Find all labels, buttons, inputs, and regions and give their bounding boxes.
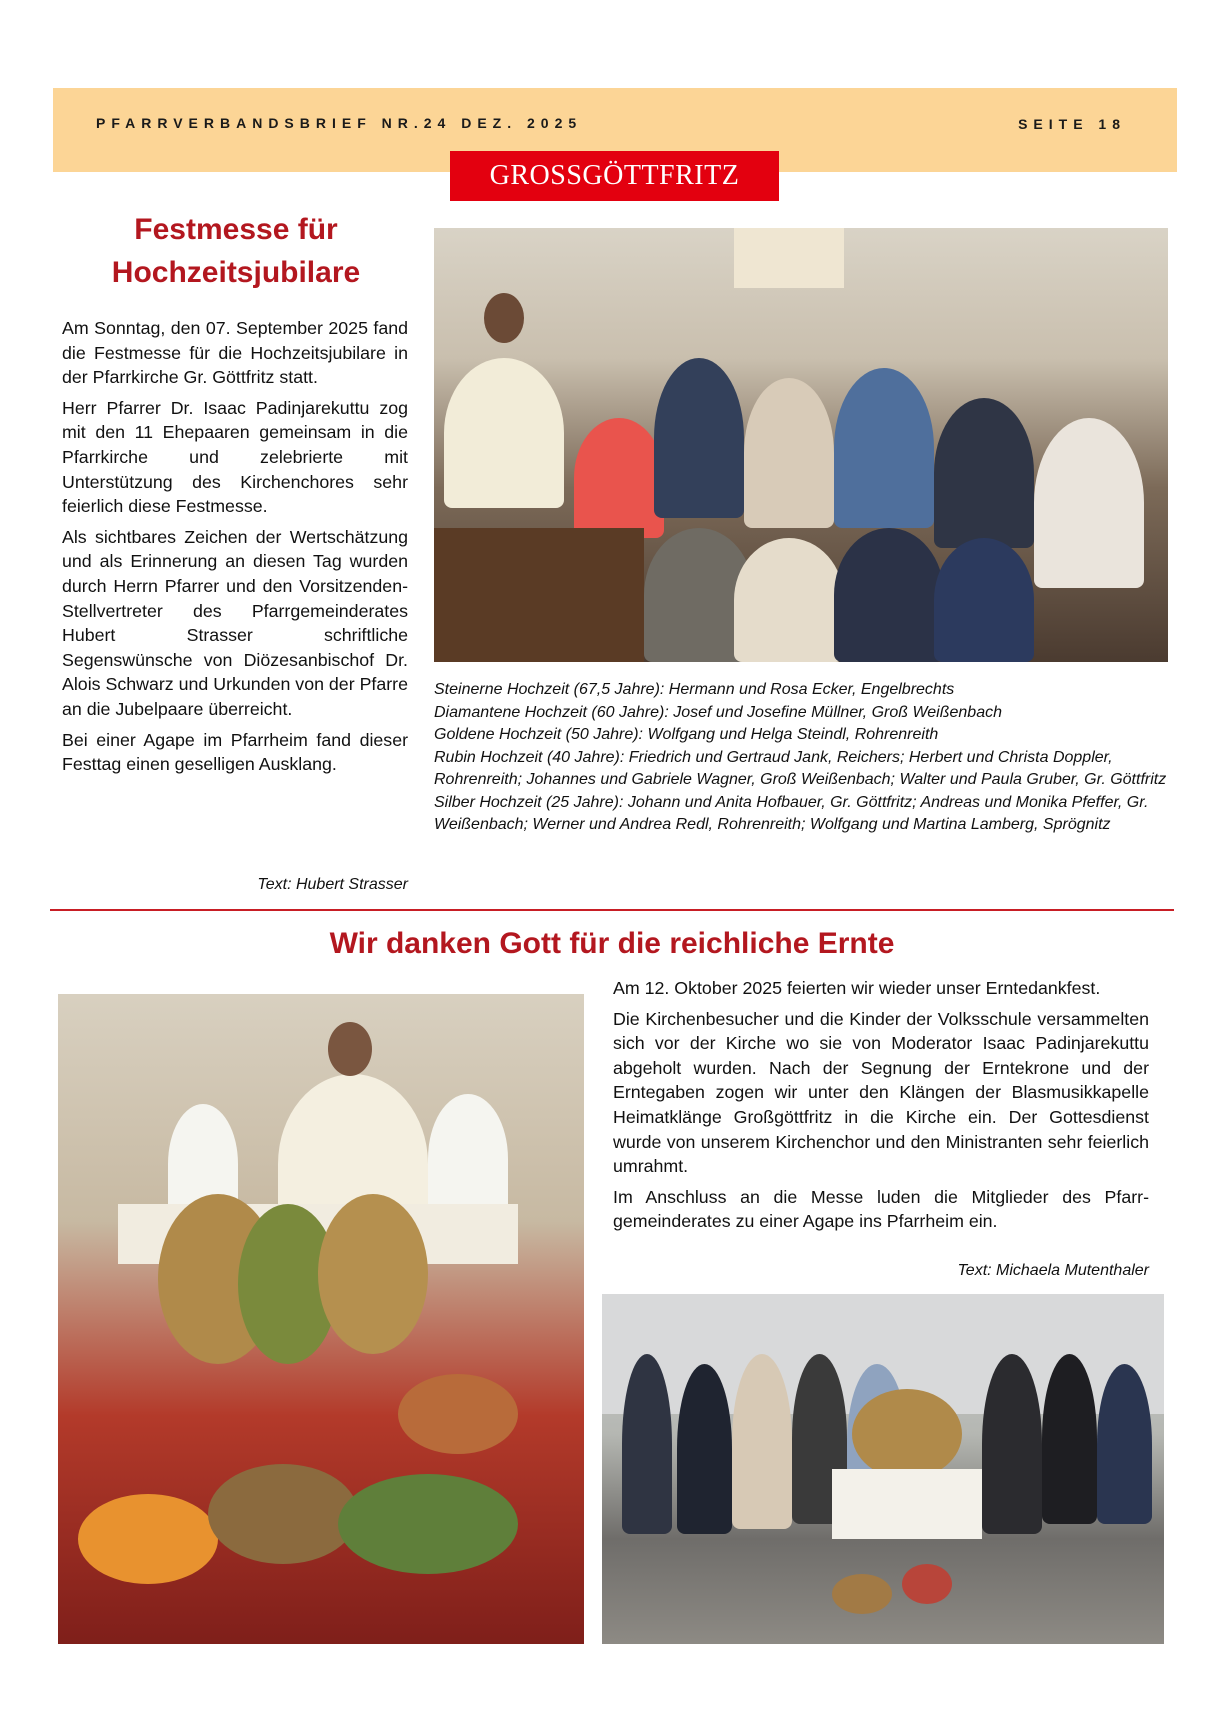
article2-body: [613, 976, 1149, 1240]
caption-line: Silber Hochzeit (25 Jahre): Johann und Anita Hofbauer, Gr. Göttfritz; Andreas und Monika Pfeffer, Gr. Weißenbach; Werner und Andrea Redl, Rohrenreith; Wolfgang und Martina Lamberg, Sprögnitz: [434, 793, 1149, 833]
article1-paragraph: Bei einer Agape im Pfarrheim fand dieser Festtag einen geselligen Ausklang.: [62, 729, 408, 775]
page-number: SEITE 18: [1018, 116, 1126, 132]
grain-wreath: [318, 1194, 428, 1354]
table-with-cloth: [832, 1469, 982, 1539]
person-figure: [734, 538, 844, 662]
person-figure: [622, 1354, 672, 1534]
person-figure: [1097, 1364, 1152, 1524]
pumpkin-basket: [78, 1494, 218, 1584]
altar: [734, 228, 844, 288]
jubilee-couples-photo: [434, 228, 1168, 662]
harvest-group-photo: [602, 1294, 1164, 1644]
photo1-caption: [434, 679, 1168, 837]
person-figure: [934, 538, 1034, 662]
article1-paragraph: Am Sonntag, den 07. September 2025 fand die Festmesse für die Hochzeitsjubilare in der Pfarrkirche Gr. Göttfritz statt.: [62, 318, 408, 388]
person-figure: [732, 1354, 792, 1529]
article1-title: Festmesse für Hochzeitsjubilare: [111, 213, 361, 289]
person-figure: [1034, 418, 1144, 588]
article2-title: Wir danken Gott für die reichliche Ernte: [329, 927, 895, 960]
caption-line: Goldene Hochzeit (50 Jahre): Wolfgang und Helga Steindl, Rohrenreith: [434, 726, 939, 743]
person-figure: [834, 528, 944, 662]
vegetable-basket: [208, 1464, 358, 1564]
caption-line: Steinerne Hochzeit (67,5 Jahre): Hermann und Rosa Ecker, Engelbrechts: [434, 681, 955, 698]
apple-basket: [902, 1564, 952, 1604]
person-figure: [574, 418, 664, 538]
article2-credit: Text: Michaela Mutenthaler: [957, 1262, 1149, 1279]
person-figure: [654, 358, 744, 518]
priest-head: [328, 1022, 372, 1076]
caption-line: Rubin Hochzeit (40 Jahre): Friedrich und Gertraud Jank, Reichers; Herbert und Christa Doppler, Rohrenreith; Johannes und Gabriele Wagner, Groß Weißenbach; Walter und Paula Gruber, Gr. Göttfritz: [434, 748, 1167, 788]
priest-head: [484, 293, 524, 343]
priest-figure: [444, 358, 564, 508]
article1-paragraph: Als sichtbares Zeichen der Wertschätzung und als Erinnerung an diesen Tag wurden durch Herrn Pfarrer und den Vorsitzenden-Stellvertreter des Pfarrgemeinderates Hubert Strasser schriftliche Segenswünsche von Diözesanbischof Dr. Alois Schwarz und Urkunden von der Pfarre an die Jubelpaare überreicht.: [62, 526, 408, 719]
person-figure: [744, 378, 834, 528]
harvest-crown: [852, 1389, 962, 1479]
fruit-basket: [398, 1374, 518, 1454]
article2-paragraph: Am 12. Oktober 2025 feierten wir wieder unser Erntedankfest.: [613, 978, 1101, 998]
article1-paragraph: Herr Pfarrer Dr. Isaac Padinjarekuttu zog mit den 11 Ehepaaren gemeinsam in die Pfarrkirche und zelebrierte mit Unterstützung des Kirchenchores sehr feierlich diese Festmesse.: [62, 397, 408, 517]
harvest-altar-photo: [58, 994, 584, 1644]
person-figure: [934, 398, 1034, 548]
section-divider: [50, 909, 1174, 911]
article2-paragraph: Im Anschluss an die Messe luden die Mitglieder des Pfarrgemeinderates zu einer Agape ins Pfarrheim ein.: [613, 1186, 1149, 1232]
publication-title: PFARRVERBANDSBRIEF NR.24 DEZ. 2025: [96, 115, 583, 131]
article2-paragraph: Die Kirchenbesucher und die Kinder der Volksschule versammelten sich vor der Kirche wo sie von Moderator Isaac Padinjarekuttu abgeholt wurden. Nach der Segnung der Erntekrone und der Erntegaben zogen wir unter den Klängen der Blasmusikkapelle Heimatklänge Großgöttfritz in die Kirche ein. Der Gottesdienst wurde von unserem Kirchenchor und den Ministranten sehr feierlich umrahmt.: [613, 1008, 1149, 1177]
church-pew: [434, 528, 644, 662]
article1-credit: Text: Hubert Strasser: [257, 876, 408, 893]
caption-line: Diamantene Hochzeit (60 Jahre): Josef und Josefine Müllner, Groß Weißenbach: [434, 703, 1002, 721]
person-figure: [1042, 1354, 1097, 1524]
person-figure: [982, 1354, 1042, 1534]
section-tag: GROSSGÖTTFRITZ: [450, 151, 779, 201]
basket: [832, 1574, 892, 1614]
person-figure: [677, 1364, 732, 1534]
person-figure: [834, 368, 934, 528]
vegetable-basket: [338, 1474, 518, 1574]
article1-body: [62, 316, 408, 783]
